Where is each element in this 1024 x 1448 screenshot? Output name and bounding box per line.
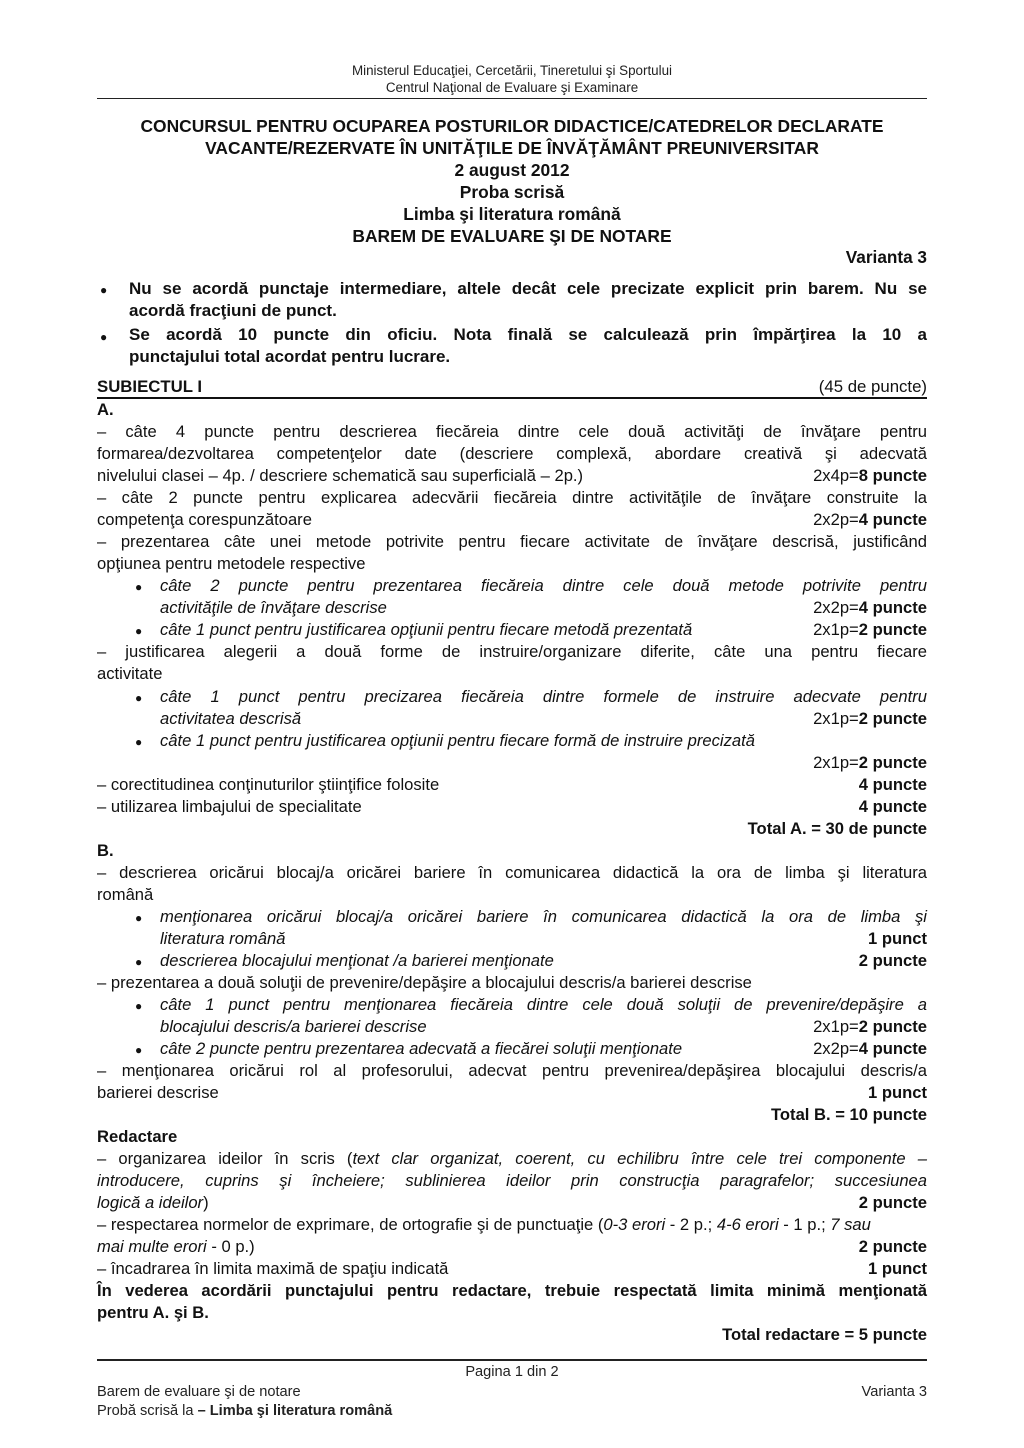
title-exam: Proba scrisă <box>459 182 565 202</box>
redactare-total: Total redactare = 5 puncte <box>722 1325 927 1344</box>
b-line-8: blocajului descris/a barierei descrise 2x1p=2 puncte <box>160 1017 927 1036</box>
rule-1-line-1: Nu se acordă punctaje intermediare, altele decât cele precizate explicit prin barem. Nu se <box>129 279 927 298</box>
bullet-icon: ● <box>135 691 143 705</box>
subject-1-heading <box>97 377 927 399</box>
redactare-score-1: 2 puncte <box>858 1193 927 1212</box>
footer-doc-name: Barem de evaluare şi de notare <box>97 1384 301 1400</box>
b-line-2: română <box>97 885 154 904</box>
a-line-12: activitate <box>97 664 163 683</box>
a-total: Total A. = 30 de puncte <box>747 819 927 838</box>
a-score-7: 4 puncte <box>858 775 927 794</box>
redactare-score-3: 1 punct <box>867 1259 927 1278</box>
bullet-icon: ● <box>100 283 108 297</box>
a-line-1: – câte 4 puncte pentru descrierea fiecăreia dintre cele două activităţi de învăţare pentru <box>97 422 927 441</box>
b-score-1: 1 punct <box>867 929 927 948</box>
variant-label: Varianta 3 <box>845 247 927 267</box>
a-line-13: câte 1 punct pentru precizarea fiecăreia dintre formele de instruire adecvate pentru <box>160 687 927 706</box>
a-score-8: 4 puncte <box>858 797 927 816</box>
page-number: Pagina 1 din 2 <box>465 1364 559 1380</box>
a-score-2: 2x2p=4 puncte <box>813 510 927 529</box>
redactare-note-line-1: În vederea acordării punctajului pentru redactare, trebuie respectată limita minimă menţionată <box>97 1281 927 1300</box>
a-line-8: câte 2 puncte pentru prezentarea fiecăreia dintre cele două metode potrivite pentru <box>160 576 927 595</box>
b-score-4: 2x2p=4 puncte <box>813 1039 927 1058</box>
b-line-9: câte 2 puncte pentru prezentarea adecvată a fiecărei soluţii menţionate 2x2p=4 puncte <box>160 1039 927 1058</box>
a-line-6: – prezentarea câte unei metode potrivite pentru fiecare activitate de învăţare descrisă, justificând <box>97 532 927 551</box>
footer-rule <box>97 1359 927 1361</box>
title-line-1: CONCURSUL PENTRU OCUPAREA POSTURILOR DIDACTICE/CATEDRELOR DECLARATE <box>140 116 884 136</box>
a-line-4: – câte 2 puncte pentru explicarea adecvării fiecăreia dintre activităţile de învăţare construite la <box>97 488 927 507</box>
title-subject: Limba şi literatura română <box>403 204 621 224</box>
a-line-16: – corectitudinea conţinuturilor ştiinţifice folosite 4 puncte <box>97 775 927 794</box>
b-line-4: literatura română 1 punct <box>160 929 927 948</box>
redactare-line-3: logică a ideilor) 2 puncte <box>97 1193 927 1212</box>
a-line-2: formarea/dezvoltarea competenţelor date (descriere complexă, abordare creativă şi adecvată <box>97 444 927 463</box>
a-line-9: activităţile de învăţare descrise 2x2p=4 puncte <box>160 598 927 617</box>
redactare-note-line-2: pentru A. şi B. <box>97 1303 209 1322</box>
footer-variant: Varianta 3 <box>861 1384 927 1400</box>
a-score-4: 2x1p=2 puncte <box>813 620 927 639</box>
a-score-6: 2x1p=2 puncte <box>813 753 927 772</box>
bullet-icon: ● <box>135 1043 143 1057</box>
b-line-10: – menţionarea oricărui rol al profesorului, adecvat pentru prevenirea/depăşirea blocajului descris/a <box>97 1061 927 1080</box>
a-score-1: 2x4p=8 puncte <box>813 466 927 485</box>
bullet-icon: ● <box>135 735 143 749</box>
a-line-7: opţiunea pentru metodele respective <box>97 554 366 573</box>
bullet-icon: ● <box>135 911 143 925</box>
redactare-line-2: introducere, cuprins şi încheiere; sublinierea ideilor prin construcţia paragrafelor; succesiunea <box>97 1171 927 1190</box>
subject-1-label: SUBIECTUL I <box>97 377 203 396</box>
b-line-11: barierei descrise 1 punct <box>97 1083 927 1102</box>
b-line-5: descrierea blocajului menţionat /a barierei menţionate 2 puncte <box>160 951 927 970</box>
ministry-name: Ministerul Educaţiei, Cercetării, Tineretului şi Sportului <box>351 63 673 78</box>
a-line-11: – justificarea alegerii a două forme de instruire/organizare diferite, câte una pentru fiecare <box>97 642 927 661</box>
a-line-14: activitatea descrisă 2x1p=2 puncte <box>160 709 927 728</box>
b-total: Total B. = 10 puncte <box>771 1105 927 1124</box>
a-line-3: nivelului clasei – 4p. / descriere schematică sau superficială – 2p.) 2x4p=8 puncte <box>97 466 927 485</box>
a-line-10: câte 1 punct pentru justificarea opţiunii pentru fiecare metodă prezentată 2x1p=2 puncte <box>160 620 927 639</box>
b-line-7: câte 1 punct pentru menţionarea fiecăreia dintre cele două soluţii de prevenire/depăşire a <box>160 995 927 1014</box>
a-line-5: competenţa corespunzătoare 2x2p=4 puncte <box>97 510 927 529</box>
center-name: Centrul Naţional de Evaluare şi Examinare <box>385 80 639 95</box>
rule-2-line-2: punctajului total acordat pentru lucrare. <box>129 347 451 366</box>
a-line-15: câte 1 punct pentru justificarea opţiunii pentru fiecare formă de instruire precizată <box>160 731 755 750</box>
header-rule <box>97 98 927 99</box>
a-line-17: – utilizarea limbajului de specialitate 4 puncte <box>97 797 927 816</box>
b-score-2: 2 puncte <box>858 951 927 970</box>
redactare-line-1: – organizarea ideilor în scris (text clar organizat, coerent, cu echilibru între cele trei componente – <box>97 1149 927 1168</box>
redactare-label: Redactare <box>97 1127 178 1146</box>
title-date: 2 august 2012 <box>454 160 570 180</box>
bullet-icon: ● <box>100 330 108 344</box>
redactare-line-6: – încadrarea în limita maximă de spaţiu indicată 1 punct <box>97 1259 927 1278</box>
a-score-3: 2x2p=4 puncte <box>813 598 927 617</box>
redactare-line-5: mai multe erori - 0 p.) 2 puncte <box>97 1237 927 1256</box>
title-line-2: VACANTE/REZERVATE ÎN UNITĂŢILE DE ÎNVĂŢĂMÂNT PREUNIVERSITAR <box>205 138 819 158</box>
bullet-icon: ● <box>135 999 143 1013</box>
subject-1-points: (45 de puncte) <box>818 377 927 396</box>
redactare-line-4: – respectarea normelor de exprimare, de ortografie şi de punctuaţie (0-3 erori - 2 p.; 4-6 erori - 1 p.; 7 sau <box>97 1215 871 1234</box>
rule-2-line-1: Se acordă 10 puncte din oficiu. Nota finală se calculează prin împărţirea la 10 a <box>129 325 927 344</box>
section-a-label: A. <box>97 400 114 419</box>
section-b-label: B. <box>97 841 114 860</box>
bullet-icon: ● <box>135 955 143 969</box>
title-doc: BAREM DE EVALUARE ŞI DE NOTARE <box>352 226 672 246</box>
b-line-6: – prezentarea a două soluţii de prevenire/depăşire a blocajului descris/a barierei descrise <box>97 973 752 992</box>
bullet-icon: ● <box>135 624 143 638</box>
a-score-5: 2x1p=2 puncte <box>813 709 927 728</box>
bullet-icon: ● <box>135 580 143 594</box>
redactare-score-2: 2 puncte <box>858 1237 927 1256</box>
b-line-1: – descrierea oricărui blocaj/a oricărei bariere în comunicarea didactică la ora de limba şi literatura <box>97 863 927 882</box>
b-line-3: menţionarea oricărui blocaj/a oricărei bariere în comunicarea didactică la ora de limba şi <box>160 907 927 926</box>
footer-exam-name: Probă scrisă la – Limba şi literatura română <box>97 1403 393 1419</box>
rule-1-line-2: acordă fracţiuni de punct. <box>129 301 337 320</box>
b-score-5: 1 punct <box>867 1083 927 1102</box>
b-score-3: 2x1p=2 puncte <box>813 1017 927 1036</box>
